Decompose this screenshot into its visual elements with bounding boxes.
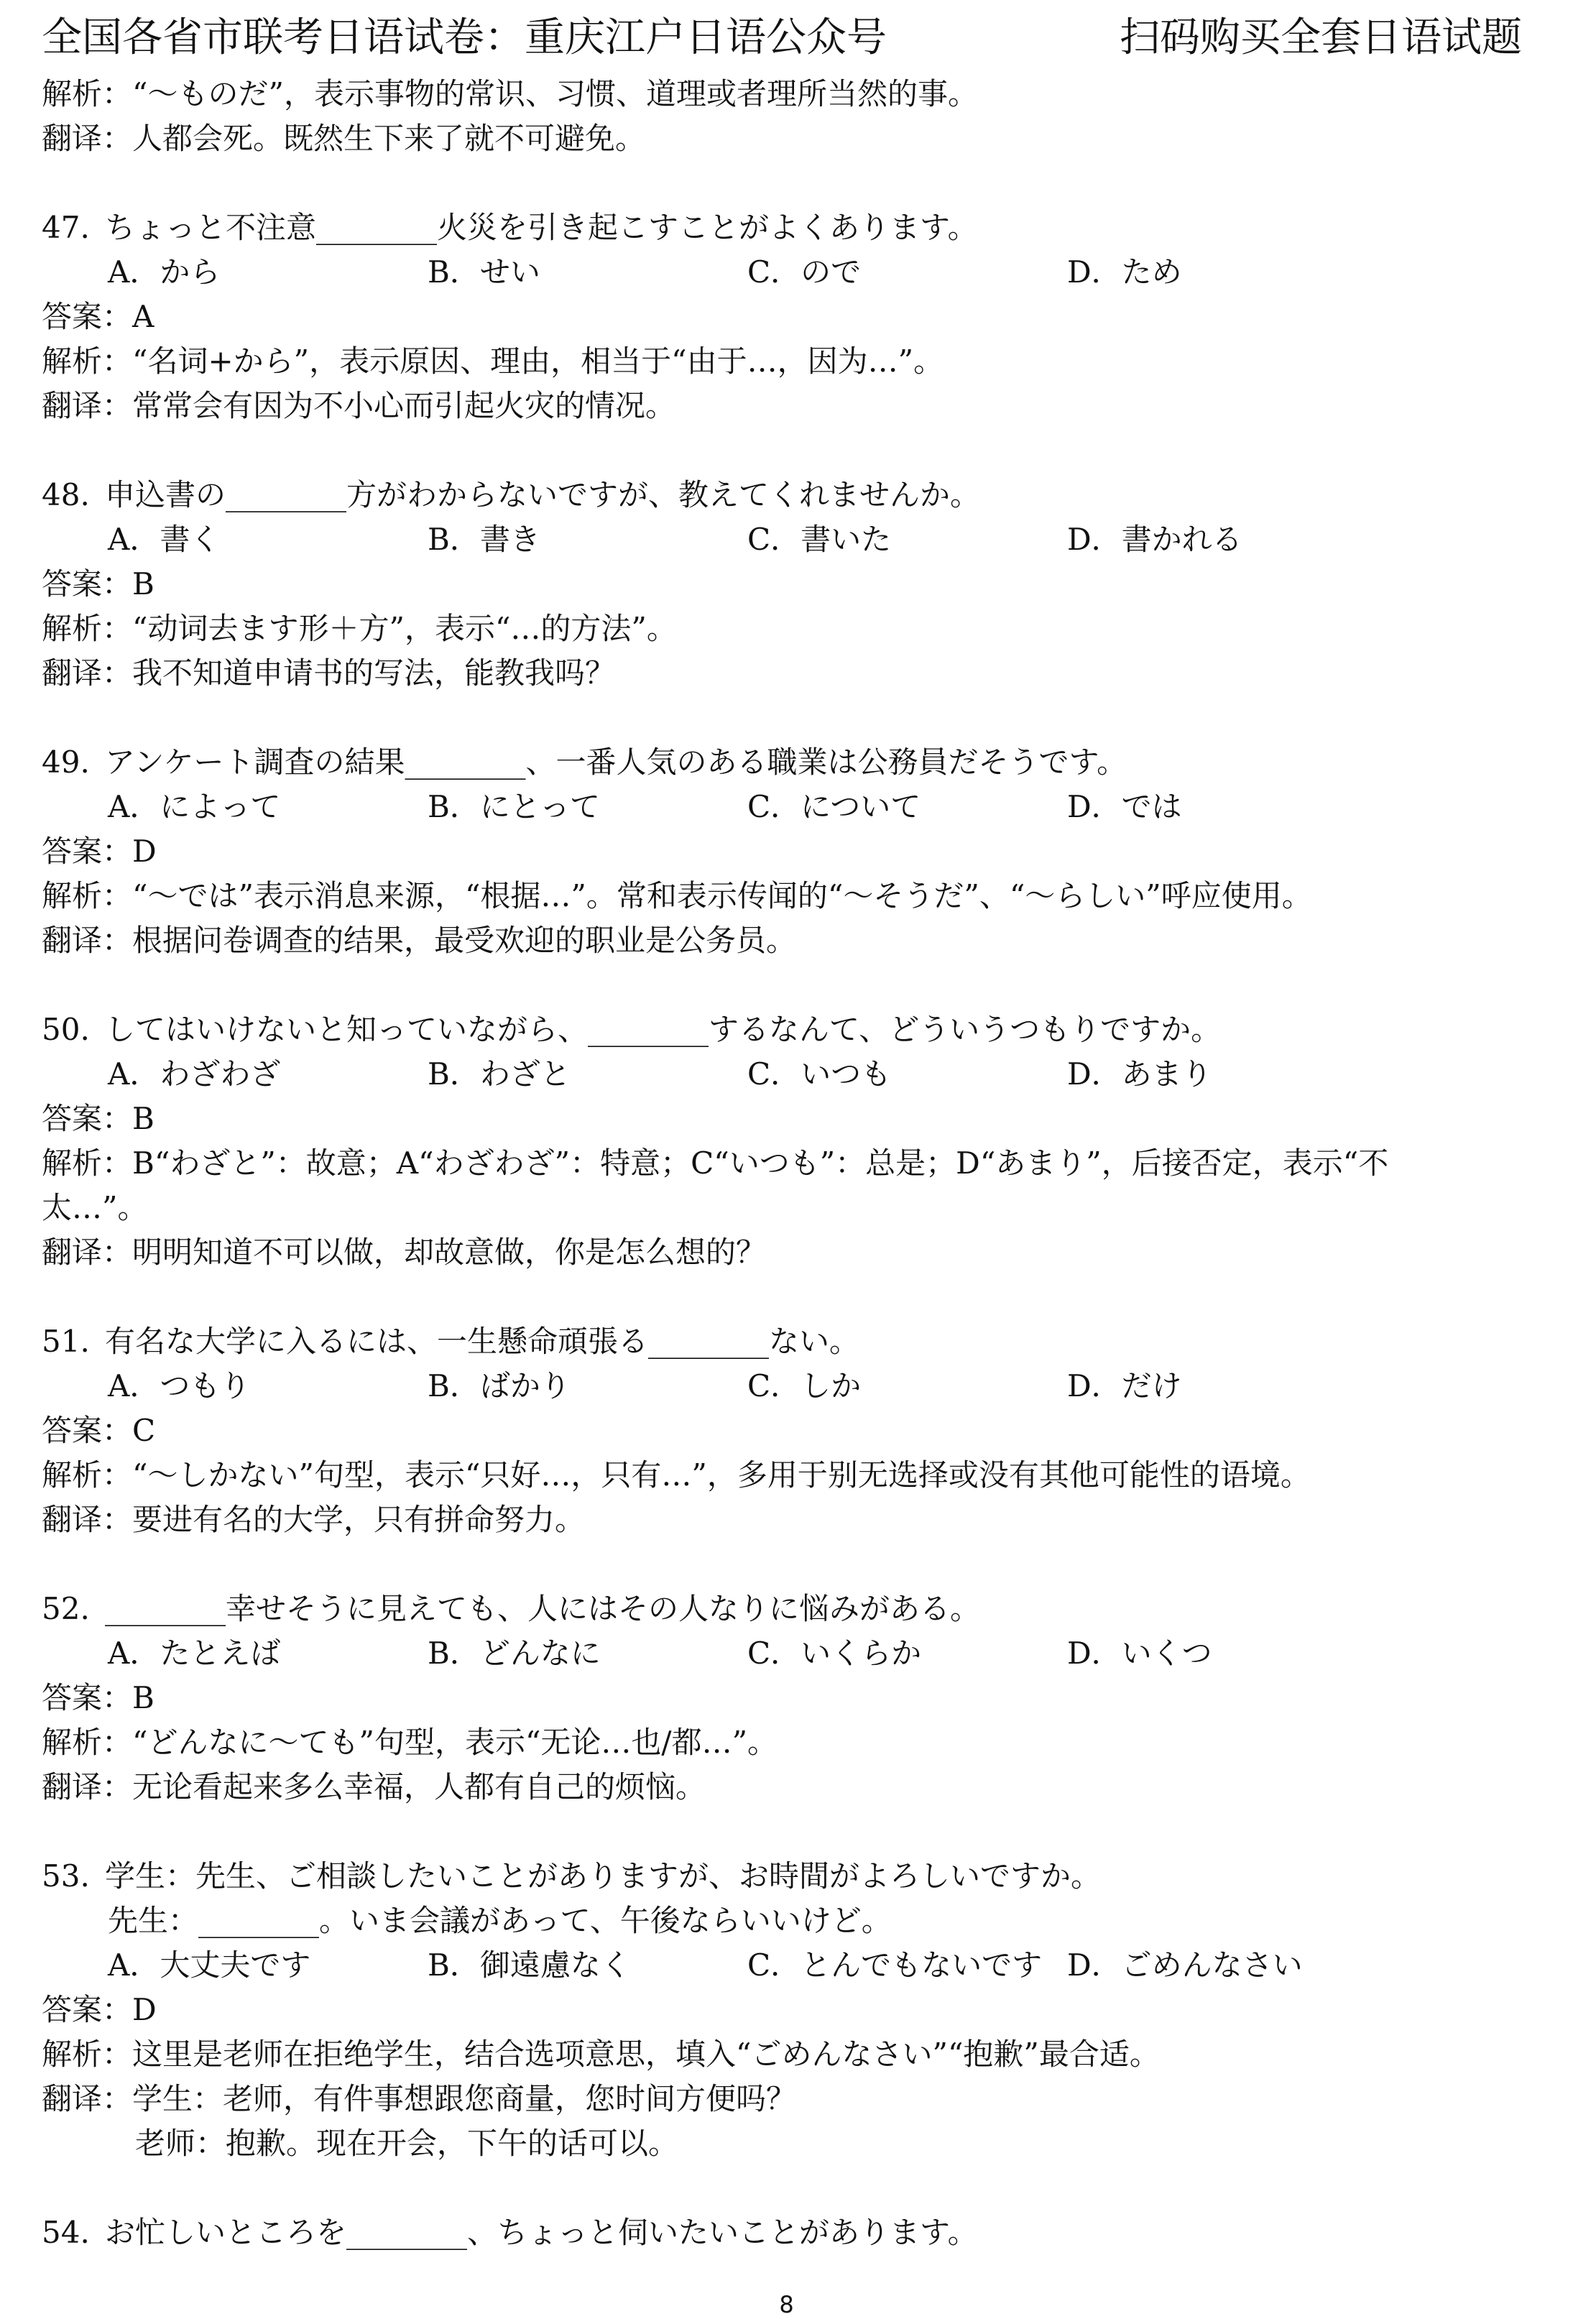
- page-number: 8: [779, 2291, 794, 2318]
- option-d: D．ため: [1067, 254, 1182, 290]
- translation-line: 翻译：要进有名的大学，只有拼命努力。: [42, 1502, 586, 1537]
- translation-line: 翻译：人都会死。既然生下来了就不可避免。: [42, 121, 646, 156]
- answer-line: 答案：C: [42, 1413, 156, 1448]
- translation-line: 翻译：无论看起来多么幸福，人都有自己的烦恼。: [42, 1769, 706, 1804]
- question-stem: 申込書の________方がわからないですが、教えてくれませんか。: [105, 477, 981, 512]
- analysis-line: 解析：“名词+から”，表示原因、理由，相当于“由于…，因为…”。: [42, 343, 944, 379]
- question-stem: アンケート調査の結果________、一番人気のある職業は公務員だそうです。: [105, 744, 1127, 780]
- option-d: D．いくつ: [1067, 1636, 1212, 1671]
- question-stem: 有名な大学に入るには、一生懸命頑張る________ない。: [105, 1324, 860, 1359]
- question-52: [42, 1587, 1544, 1809]
- option-d: D．書かれる: [1067, 522, 1242, 557]
- option-b: B．ばかり: [428, 1368, 571, 1403]
- option-b: B．にとって: [428, 789, 601, 824]
- question-number: 52.: [42, 1591, 90, 1626]
- option-b: B．せい: [428, 254, 540, 290]
- options-row: [108, 1631, 1544, 1676]
- options-row: [108, 1364, 1544, 1408]
- translation-line: 翻译：根据问卷调查的结果，最受欢迎的职业是公务员。: [42, 923, 797, 958]
- option-c: C．しか: [747, 1368, 862, 1403]
- answer-line: 答案：A: [42, 299, 154, 334]
- option-b: B．わざと: [428, 1056, 571, 1092]
- option-a: A．によって: [108, 789, 281, 824]
- question-53: [42, 1854, 1544, 2166]
- options-row: [108, 785, 1544, 829]
- option-c: C．いつも: [747, 1056, 892, 1092]
- answer-line: 答案：B: [42, 1101, 154, 1136]
- document-body: [42, 72, 1544, 2255]
- question-stem: してはいけないと知っていながら、________するなんて、どういうつもりですか。: [105, 1012, 1222, 1047]
- translation-line-continued: 老师：抱歉。现在开会，下午的话可以。: [135, 2126, 679, 2161]
- question-number: 47.: [42, 210, 90, 245]
- question-number: 54.: [42, 2215, 90, 2250]
- question-number: 48.: [42, 477, 90, 512]
- option-c: C．とんでもないです: [747, 1947, 1043, 1983]
- option-a: A．つもり: [108, 1368, 251, 1403]
- option-d: D．では: [1067, 789, 1182, 824]
- question-stem: 学生：先生、ご相談したいことがありますが、お時間がよろしいですか。: [105, 1858, 1102, 1894]
- analysis-line: 解析：“～ものだ”，表示事物的常识、习惯、道理或者理所当然的事。: [42, 76, 978, 111]
- option-c: C．について: [747, 789, 921, 824]
- option-b: B．御遠慮なく: [428, 1947, 631, 1983]
- analysis-line: 解析：“～では”表示消息来源，“根据…”。常和表示传闻的“～そうだ”、“～らしい”呼应使用。: [42, 878, 1312, 913]
- option-a: A．から: [108, 254, 221, 290]
- question-number: 50.: [42, 1012, 90, 1047]
- question-54: [42, 2210, 1544, 2255]
- analysis-line: 解析：B“わざと”：故意；A“わざわざ”：特意；C“いつも”：总是；D“あまり”，后接否定，表示“不: [42, 1145, 1389, 1181]
- option-c: C．いくらか: [747, 1636, 922, 1671]
- question-stem: ちょっと不注意________火災を引き起こすことがよくあります。: [105, 210, 978, 245]
- analysis-line: 解析：“どんなに～ても”句型，表示“无论…也/都…”。: [42, 1725, 778, 1760]
- answer-line: 答案：D: [42, 834, 157, 869]
- option-d: D．ごめんなさい: [1067, 1947, 1303, 1983]
- answer-line: 答案：D: [42, 1992, 157, 2027]
- question-50: [42, 1007, 1544, 1275]
- analysis-line: 解析：“～しかない”句型，表示“只好…，只有…”，多用于别无选择或没有其他可能性的语境。: [42, 1457, 1311, 1493]
- option-a: A．大丈夫です: [108, 1947, 311, 1983]
- answer-line: 答案：B: [42, 566, 154, 601]
- header-title-left: 全国各省市联考日语试卷：重庆江户日语公众号: [42, 14, 887, 61]
- question-stem: お忙しいところを________、ちょっと伺いたいことがあります。: [105, 2215, 978, 2250]
- answer-line: 答案：B: [42, 1680, 154, 1715]
- question-47: [42, 206, 1544, 428]
- page-header: [42, 6, 1536, 63]
- question-stem-continued: 先生：________。いま会議があって、午後ならいいけど。: [108, 1903, 892, 1938]
- question-number: 51.: [42, 1324, 90, 1359]
- translation-line: 翻译：常常会有因为不小心而引起火灾的情况。: [42, 388, 676, 423]
- analysis-line-continued: 太…”。: [42, 1190, 148, 1225]
- options-row: [108, 517, 1544, 562]
- analysis-line: 解析：这里是老师在拒绝学生，结合选项意思，填入“ごめんなさい”“抱歉”最合适。: [42, 2037, 1160, 2072]
- options-row: [108, 250, 1544, 295]
- question-number: 49.: [42, 744, 90, 780]
- translation-line: 翻译：我不知道申请书的写法，能教我吗？: [42, 655, 616, 691]
- options-row: [108, 1052, 1544, 1097]
- question-48: [42, 473, 1544, 696]
- analysis-line: 解析：“动词去ます形＋方”，表示“…的方法”。: [42, 611, 677, 646]
- option-d: D．あまり: [1067, 1056, 1212, 1092]
- option-b: B．どんなに: [428, 1636, 601, 1671]
- question-51: [42, 1319, 1544, 1542]
- translation-line: 翻译：学生：老师，有件事想跟您商量，您时间方便吗？: [42, 2081, 797, 2116]
- header-title-right: 扫码购买全套日语试题: [1120, 14, 1522, 61]
- question-49: [42, 740, 1544, 963]
- question-number: 53.: [42, 1858, 90, 1894]
- options-row: [108, 1943, 1544, 1988]
- question-stem: ________幸せそうに見えても、人にはその人なりに悩みがある。: [105, 1591, 981, 1626]
- option-c: C．ので: [747, 254, 862, 290]
- option-a: A．たとえば: [108, 1636, 281, 1671]
- option-a: A．わざわざ: [108, 1056, 281, 1092]
- option-c: C．書いた: [747, 522, 892, 557]
- option-a: A．書く: [108, 522, 221, 557]
- translation-line: 翻译：明明知道不可以做，却故意做，你是怎么想的？: [42, 1235, 767, 1270]
- option-d: D．だけ: [1067, 1368, 1182, 1403]
- option-b: B．書き: [428, 522, 540, 557]
